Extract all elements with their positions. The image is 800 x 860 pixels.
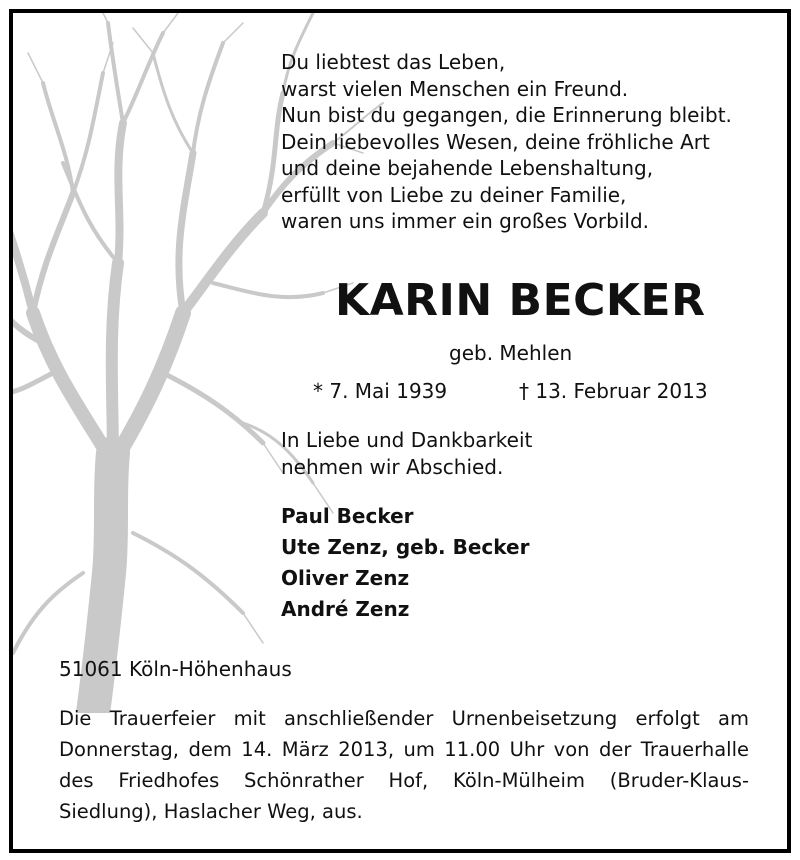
deceased-name: KARIN BECKER [335, 275, 706, 326]
poem [281, 49, 732, 235]
obituary-notice [9, 9, 791, 853]
family-member: Ute Zenz, geb. Becker [281, 535, 530, 559]
maiden-name: geb. Mehlen [449, 341, 573, 365]
farewell-line: In Liebe und Dankbarkeit [281, 428, 533, 452]
poem-line: und deine bejahende Lebenshaltung, [281, 156, 654, 180]
family-list [281, 501, 529, 625]
family-member: Paul Becker [281, 504, 414, 528]
family-member: Oliver Zenz [281, 566, 410, 590]
death-date: † 13. Februar 2013 [519, 379, 708, 403]
poem-line: waren uns immer ein großes Vorbild. [281, 209, 650, 233]
farewell-text [281, 427, 532, 481]
poem-line: Du liebtest das Leben, [281, 50, 506, 74]
poem-line: erfüllt von Liebe zu deiner Familie, [281, 182, 627, 207]
poem-line: Dein liebevolles Wesen, deine fröhliche Art [281, 129, 710, 154]
birth-date: * 7. Mai 1939 [313, 379, 448, 403]
ceremony-details: Die Trauerfeier mit anschließender Urnenbeisetzung erfolgt am Donnerstag, dem 14. März 2013, um 11.00 Uhr von der Trauerhalle des Friedhofes Schönrather Hof, Köln-Mülheim (Bruder-Klaus-Siedlung), Haslacher Weg, aus. [59, 707, 749, 823]
family-member: André Zenz [281, 597, 410, 621]
poem-line: warst vielen Menschen ein Freund. [281, 76, 629, 101]
farewell-line: nehmen wir Abschied. [281, 455, 504, 479]
family-address: 51061 Köln-Höhenhaus [59, 657, 292, 681]
poem-line: Nun bist du gegangen, die Erinnerung bleibt. [281, 103, 732, 127]
